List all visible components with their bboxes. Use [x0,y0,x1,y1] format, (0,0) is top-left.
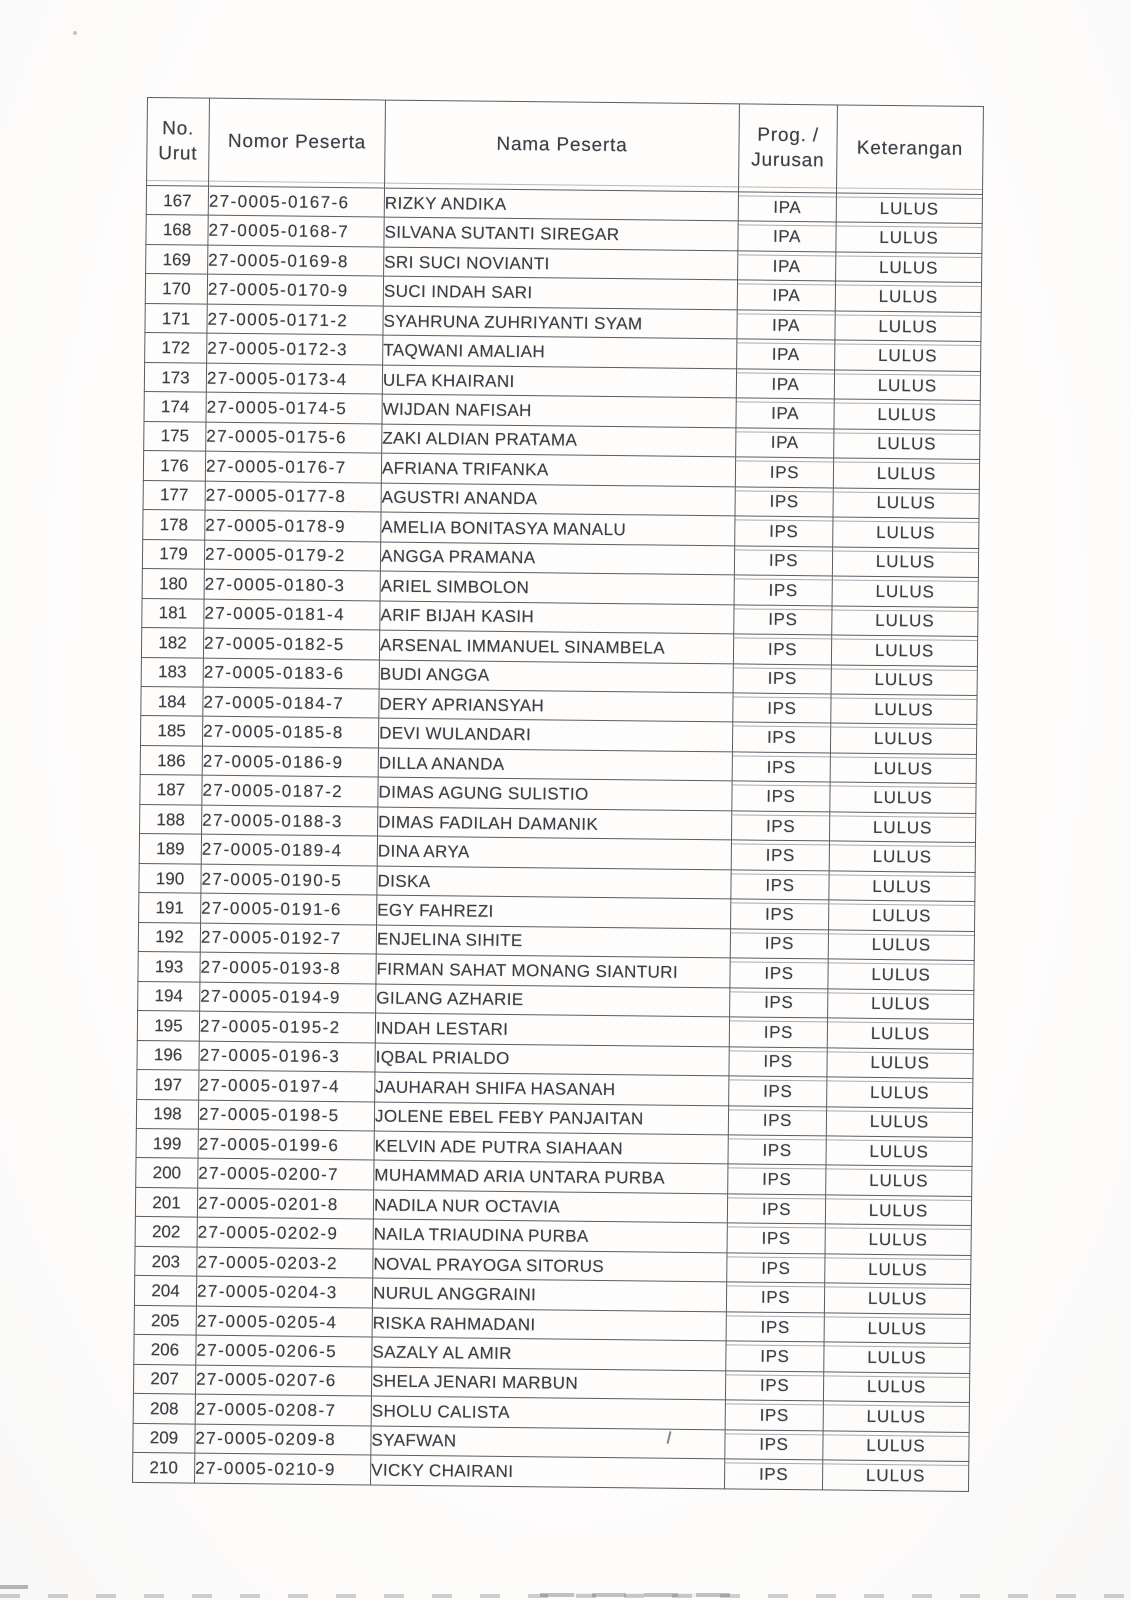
table-cell: 27-0005-0167-6 [208,186,384,217]
table-cell: 176 [143,451,205,481]
table-cell: 185 [140,716,202,746]
table-cell: LULUS [834,370,980,401]
table-cell: 194 [138,981,200,1011]
table-cell: 175 [144,421,206,451]
table-cell: 193 [138,952,200,982]
table-cell: 27-0005-0195-2 [199,1011,375,1042]
table-cell: JAUHARAH SHIFA HASANAH [375,1072,729,1105]
table-cell: 27-0005-0177-8 [205,481,381,512]
table-cell: 180 [142,569,204,599]
table-cell: LULUS [833,458,979,489]
table-cell: IPS [728,1164,826,1195]
table-cell: ANGGA PRAMANA [380,542,734,575]
table-header-row [147,98,984,195]
table-cell: ARIEL SIMBOLON [380,571,734,604]
table-cell: SUCI INDAH SARI [383,276,737,309]
table-cell: LULUS [829,841,975,872]
table-cell: RISKA RAHMADANI [372,1308,726,1341]
table-cell: 178 [143,510,205,540]
table-cell: TAQWANI AMALIAH [383,335,737,368]
table-cell: 205 [134,1305,196,1335]
table-cell: 189 [139,834,201,864]
table-cell: DIMAS FADILAH DAMANIK [378,807,732,840]
table-cell: NAILA TRIAUDINA PURBA [373,1219,727,1252]
table-cell: 199 [136,1128,198,1158]
table-cell: 191 [139,893,201,923]
table-cell: AGUSTRI ANANDA [381,483,735,516]
table-cell: IPS [734,604,832,635]
table-cell: LULUS [827,1077,973,1108]
table-cell: 181 [142,598,204,628]
table-cell: IPS [732,722,830,753]
table-cell: SRI SUCI NOVIANTI [384,247,738,280]
table-cell: IPS [732,752,830,783]
table-cell: 27-0005-0204-3 [196,1276,372,1307]
table-cell: 27-0005-0191-6 [201,893,377,924]
table-cell: LULUS [836,193,982,224]
table-cell: 27-0005-0202-9 [197,1218,373,1249]
table-cell: NURUL ANGGRAINI [372,1278,726,1311]
table-cell: 183 [141,657,203,687]
table-cell: IPS [730,929,828,960]
table-cell: DEVI WULANDARI [378,718,732,751]
table-cell: 27-0005-0182-5 [203,628,379,659]
table-cell: IPA [736,428,834,459]
table-cell: 27-0005-0169-8 [208,245,384,276]
table-cell: 27-0005-0189-4 [201,834,377,865]
table-cell: 27-0005-0170-9 [207,275,383,306]
table-cell: LULUS [834,399,980,430]
table-cell: FIRMAN SAHAT MONANG SIANTURI [376,954,730,987]
table-cell: 27-0005-0176-7 [205,451,381,482]
table-cell: ZAKI ALDIAN PRATAMA [382,424,736,457]
table-cell: 27-0005-0186-9 [202,746,378,777]
table-cell: 27-0005-0193-8 [200,952,376,983]
table-cell: ARSENAL IMMANUEL SINAMBELA [379,630,733,663]
table-cell: DERY APRIANSYAH [379,689,733,722]
table-cell: IPS [731,811,829,842]
table-cell: IPS [734,546,832,577]
table-cell: LULUS [836,252,982,283]
table-cell: LULUS [828,930,974,961]
table-cell: 170 [145,274,207,304]
table-cell: 27-0005-0172-3 [207,334,383,365]
table-cell: LULUS [830,723,976,754]
table-cell: 206 [134,1335,196,1365]
table-cell: LULUS [829,900,975,931]
table-cell: 207 [133,1364,195,1394]
table-cell: IPS [726,1312,824,1343]
table-cell: DINA ARYA [377,836,731,869]
table-cell: IPA [737,310,835,341]
table-cell: 209 [133,1423,195,1453]
table-cell: IPA [738,251,836,282]
table-cell: LULUS [833,517,979,548]
table-cell: LULUS [831,635,977,666]
table-cell: LULUS [823,1431,969,1462]
table-cell: LULUS [833,488,979,519]
table-cell: IPS [725,1371,823,1402]
table-cell: 27-0005-0198-5 [198,1100,374,1131]
table-cell: 201 [135,1187,197,1217]
column-header-keterangan: Keterangan [837,105,984,195]
table-cell: IPS [731,899,829,930]
table-header [147,98,984,195]
table-cell: IPS [735,516,833,547]
table-cell: 27-0005-0175-6 [206,422,382,453]
table-cell: 27-0005-0184-7 [203,687,379,718]
table-cell: 210 [133,1453,195,1483]
table-cell: IPS [727,1253,825,1284]
table-cell: 27-0005-0208-7 [195,1394,371,1425]
table-cell: ULFA KHAIRANI [382,365,736,398]
table-cell: IPS [729,1046,827,1077]
table-cell: LULUS [832,547,978,578]
table-cell: IPS [733,634,831,665]
table-cell: 27-0005-0206-5 [196,1335,372,1366]
table-cell: IPA [736,398,834,429]
table-cell: LULUS [823,1372,969,1403]
table-cell: 27-0005-0192-7 [200,923,376,954]
table-cell: 27-0005-0210-9 [195,1453,371,1484]
table-cell: LULUS [826,1106,972,1137]
table-cell: RIZKY ANDIKA [384,188,738,221]
table-cell: KELVIN ADE PUTRA SIAHAAN [374,1131,728,1164]
table-cell: SILVANA SUTANTI SIREGAR [384,218,738,251]
table-cell: BUDI ANGGA [379,660,733,693]
table-cell: IPS [730,958,828,989]
table-cell: 190 [139,863,201,893]
table-cell: IPS [727,1223,825,1254]
scanner-edge-artifact [540,1593,730,1597]
table-cell: 27-0005-0174-5 [206,392,382,423]
table-body [133,186,983,1492]
table-cell: LULUS [827,1048,973,1079]
table-cell: 179 [142,539,204,569]
table-cell: LULUS [823,1401,969,1432]
table-cell: 27-0005-0187-2 [202,776,378,807]
table-cell: LULUS [831,664,977,695]
exam-results-table [132,97,984,1492]
table-cell: 27-0005-0203-2 [197,1247,373,1278]
table-cell: LULUS [826,1165,972,1196]
table-cell: 197 [137,1070,199,1100]
table-cell: IPS [729,1076,827,1107]
table-cell: IPS [725,1400,823,1431]
table-cell: LULUS [832,606,978,637]
table-cell: SYAFWAN [371,1426,725,1459]
table-cell: 192 [138,922,200,952]
table-cell: LULUS [825,1254,971,1285]
table-cell: DILLA ANANDA [378,748,732,781]
table-cell: 184 [141,686,203,716]
column-header-nomor-peserta: Nomor Peserta [209,98,386,188]
table-cell: SAZALY AL AMIR [372,1337,726,1370]
table-cell: 27-0005-0168-7 [208,216,384,247]
table-cell: LULUS [826,1136,972,1167]
table-cell: AFRIANA TRIFANKA [381,453,735,486]
table-cell: 27-0005-0173-4 [206,363,382,394]
table-cell: EGY FAHREZI [377,895,731,928]
table-cell: 27-0005-0178-9 [205,510,381,541]
table-cell: 27-0005-0179-2 [204,540,380,571]
table-cell: LULUS [835,340,981,371]
table-cell: IPS [729,1017,827,1048]
table-cell: IPS [724,1459,822,1490]
table-cell: ARIF BIJAH KASIH [380,601,734,634]
table-cell: DIMAS AGUNG SULISTIO [378,777,732,810]
table-cell: 202 [135,1217,197,1247]
table-cell: IPS [732,781,830,812]
scanner-edge-artifact [0,1585,28,1589]
table-cell: LULUS [827,1018,973,1049]
table-cell: IPS [734,575,832,606]
table-cell: IPS [733,663,831,694]
table-cell: DISKA [377,866,731,899]
table-cell: LULUS [829,871,975,902]
table-cell: IPA [737,339,835,370]
table-cell: 27-0005-0201-8 [197,1188,373,1219]
table-cell: 27-0005-0188-3 [202,805,378,836]
table-cell: 188 [140,804,202,834]
table-cell: IPS [731,870,829,901]
table-cell: LULUS [834,429,980,460]
table-cell: 27-0005-0207-6 [195,1365,371,1396]
table-cell: 27-0005-0185-8 [202,717,378,748]
table-cell: IPS [735,487,833,518]
table-cell: LULUS [825,1195,971,1226]
table-cell: IPA [737,280,835,311]
table-cell: 208 [133,1394,195,1424]
table-cell: 27-0005-0190-5 [201,864,377,895]
table-cell: IPA [736,369,834,400]
table-cell: VICKY CHAIRANI [370,1455,724,1488]
table-cell: GILANG AZHARIE [376,984,730,1017]
table-cell: JOLENE EBEL FEBY PANJAITAN [374,1102,728,1135]
table-cell: ENJELINA SIHITE [376,925,730,958]
table-cell: 27-0005-0194-9 [200,982,376,1013]
table-cell: LULUS [835,311,981,342]
table-cell: IPS [731,840,829,871]
table-cell: 198 [136,1099,198,1129]
table-cell: 177 [143,480,205,510]
table-cell: 200 [136,1158,198,1188]
table-cell: LULUS [824,1342,970,1373]
table-cell: IPA [738,192,836,223]
table-cell: 204 [134,1276,196,1306]
table-cell: LULUS [824,1283,970,1314]
table-cell: LULUS [836,222,982,253]
table-cell: 27-0005-0209-8 [195,1424,371,1455]
table-cell: 168 [146,215,208,245]
column-header-nama-peserta: Nama Peserta [385,100,740,192]
table-cell: 27-0005-0197-4 [199,1070,375,1101]
table-cell: IPS [726,1341,824,1372]
table-cell: 169 [146,244,208,274]
table-cell: 27-0005-0199-6 [198,1129,374,1160]
table-cell: 195 [137,1011,199,1041]
table-cell: LULUS [831,694,977,725]
table-cell: SHELA JENARI MARBUN [371,1367,725,1400]
table-cell: IPS [730,988,828,1019]
table-cell: IPS [728,1105,826,1136]
table-cell: IPS [725,1430,823,1461]
table-cell: IPS [726,1282,824,1313]
table-cell: LULUS [830,782,976,813]
column-header-prog-jurusan: Prog. / Jurusan [739,104,838,193]
table-cell: LULUS [830,753,976,784]
table-cell: IPA [738,221,836,252]
table-cell: LULUS [822,1460,968,1491]
table-cell: LULUS [824,1313,970,1344]
table-cell: 171 [145,303,207,333]
table-cell: IPS [735,457,833,488]
table-cell: 27-0005-0171-2 [207,304,383,335]
table-cell: 27-0005-0183-6 [203,658,379,689]
table-cell: AMELIA BONITASYA MANALU [381,512,735,545]
table-cell: 27-0005-0196-3 [199,1041,375,1072]
table-cell: LULUS [829,812,975,843]
column-header-no-urut: No. Urut [147,98,210,187]
table-cell: 27-0005-0181-4 [204,599,380,630]
table-cell: 187 [140,775,202,805]
table-cell: LULUS [835,281,981,312]
table-cell: 172 [145,333,207,363]
table-cell: INDAH LESTARI [375,1013,729,1046]
table-cell: 174 [144,392,206,422]
scan-speck-artifact [73,31,77,35]
table-cell: SYAHRUNA ZUHRIYANTI SYAM [383,306,737,339]
table-cell: IPS [728,1135,826,1166]
table-cell: LULUS [828,959,974,990]
table-cell: 167 [146,186,208,216]
table-cell: 186 [140,745,202,775]
table-cell: WIJDAN NAFISAH [382,394,736,427]
table-cell: IPS [733,693,831,724]
table-cell: SHOLU CALISTA [371,1396,725,1429]
table-cell: NADILA NUR OCTAVIA [373,1190,727,1223]
table-cell: 27-0005-0200-7 [198,1159,374,1190]
table-cell: 27-0005-0180-3 [204,569,380,600]
table-cell: 182 [141,628,203,658]
table-cell: NOVAL PRAYOGA SITORUS [373,1249,727,1282]
table-cell: LULUS [828,989,974,1020]
table-cell: 27-0005-0205-4 [196,1306,372,1337]
table-cell: LULUS [825,1224,971,1255]
table-cell: LULUS [832,576,978,607]
table-cell: 203 [135,1246,197,1276]
table-cell: MUHAMMAD ARIA UNTARA PURBA [374,1160,728,1193]
table-cell: 196 [137,1040,199,1070]
table-cell: IPS [727,1194,825,1225]
table-cell: IQBAL PRIALDO [375,1043,729,1076]
table-cell: 173 [144,362,206,392]
